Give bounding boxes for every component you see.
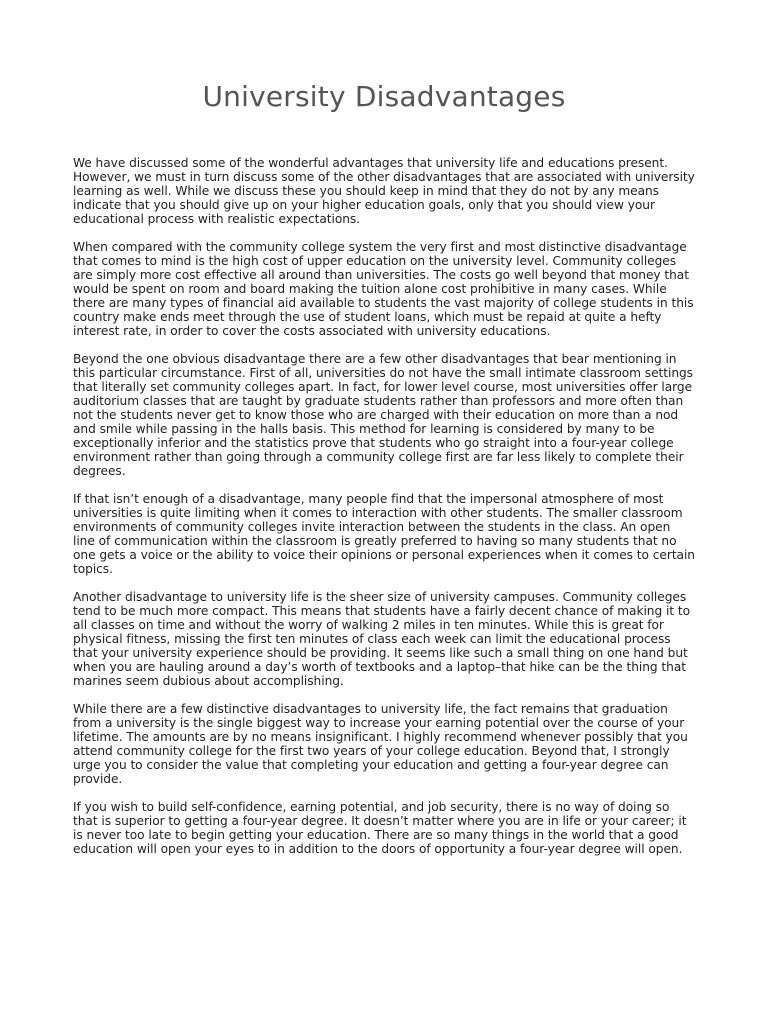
paragraph-1: We have discussed some of the wonderful advantages that university life and educations present. However, we must in turn discuss some of the other disadvantages that are associated with university learning as well. While we discuss these you should keep in mind that they do not by any means indicate that you should give up on your higher education goals, only that you should view your educational process with realistic expectations. <box>73 156 695 226</box>
paragraph-5: Another disadvantage to university life is the sheer size of university campuses. Community colleges tend to be much more compact. This means that students have a fairly decent chance of making it to all classes on time and without the worry of walking 2 miles in ten minutes. While this is great for physical fitness, missing the first ten minutes of class each week can limit the educational process that your university experience should be providing. It seems like such a small thing on one hand but when you are hauling around a day’s worth of textbooks and a laptop–that hike can be the thing that marines seem dubious about accomplishing. <box>73 590 690 688</box>
document-title: University Disadvantages <box>202 80 566 113</box>
paragraph-2: When compared with the community college system the very first and most distinctive disadvantage that comes to mind is the high cost of upper education on the university level. Community colleges are simply more cost effective all around than universities. The costs go well beyond that money that would be spent on room and board making the tuition alone cost prohibitive in many cases. While there are many types of financial aid available to students the vast majority of college students in this country make ends meet through the use of student loans, which must be repaid at quite a hefty interest rate, in order to cover the costs associated with university educations. <box>73 240 694 338</box>
paragraph-3: Beyond the one obvious disadvantage there are a few other disadvantages that bear mentioning in this particular circumstance. First of all, universities do not have the small intimate classroom settings that literally set community colleges apart. In fact, for lower level course, most universities offer large auditorium classes that are taught by graduate students rather than professors and more often than not the students never get to know those who are charged with their education on more than a nod and smile while passing in the halls basis. This method for learning is considered by many to be exceptionally inferior and the statistics prove that students who go straight into a four-year college environment rather than going through a community college first are far less likely to complete their degrees. <box>73 352 693 478</box>
document-body <box>73 156 695 870</box>
paragraph-4: If that isn’t enough of a disadvantage, many people find that the impersonal atmosphere of most universities is quite limiting when it comes to interaction with other students. The smaller classroom environments of community colleges invite interaction between the students in the class. An open line of communication within the classroom is greatly preferred to having so many students that no one gets a voice or the ability to voice their opinions or personal experiences when it comes to certain topics. <box>73 492 695 576</box>
paragraph-6: While there are a few distinctive disadvantages to university life, the fact remains that graduation from a university is the single biggest way to increase your earning potential over the course of your lifetime. The amounts are by no means insignificant. I highly recommend whenever possibly that you attend community college for the first two years of your college education. Beyond that, I strongly urge you to consider the value that completing your education and getting a four-year degree can provide. <box>73 702 688 786</box>
paragraph-7: If you wish to build self-confidence, earning potential, and job security, there is no way of doing so that is superior to getting a four-year degree. It doesn’t matter where you are in life or your career; it is never too late to begin getting your education. There are so many things in the world that a good education will open your eyes to in addition to the doors of opportunity a four-year degree will open. <box>73 800 687 856</box>
